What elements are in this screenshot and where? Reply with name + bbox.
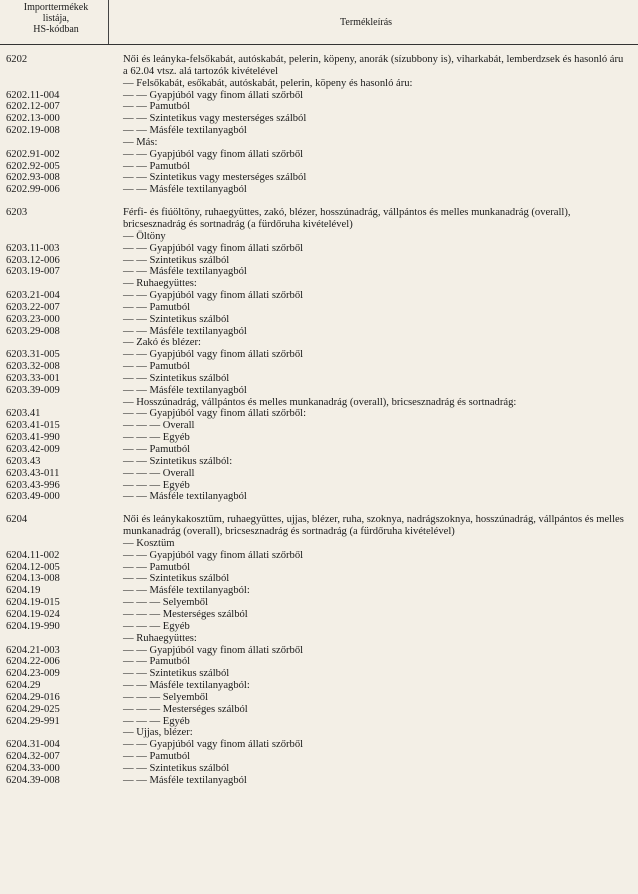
hs-code: 6204.22-006 [6,656,60,668]
hs-code: 6204.29-025 [6,703,60,715]
table-row [0,514,638,538]
table-row [0,207,638,231]
table-row [0,326,638,338]
product-description: — Felsőkabát, esőkabát, autóskabát, pelerin, köpeny és hasonló áru: [123,77,413,89]
table-row [0,125,638,137]
hs-code: 6204.39-008 [6,774,60,786]
table-row [0,161,638,173]
hs-code: 6204.23-009 [6,668,60,680]
hs-code: 6202.93-008 [6,172,60,184]
table-row [0,54,638,78]
product-description: — — — Mesterséges szálból [123,703,248,715]
hs-code [0,278,123,290]
product-description: — — Pamutból [123,361,191,373]
table-row [0,739,638,751]
product-description: — — — Egyéb [123,479,190,491]
table-row [0,751,638,763]
table-row [0,480,638,492]
table-row [0,408,638,420]
hs-code: 6204.19 [6,585,41,597]
product-description: — — Másféle textilanyagból: [123,680,250,692]
table-row [0,704,638,716]
hs-code: 6204.11-002 [6,549,60,561]
hs-code: 6204.31-004 [6,739,60,751]
table-row [0,231,638,243]
hs-code: 6204.19-990 [6,620,60,632]
table-row [0,113,638,125]
product-description: — — Pamutból [123,444,191,455]
table-row [0,538,638,550]
product-description: — — Gyapjúból vagy finom állati szőrből [123,549,304,561]
section-gap [0,196,638,207]
table-row [0,716,638,728]
hs-code: 6202.99-006 [6,184,60,196]
hs-code: 6204.29 [6,680,41,692]
product-description: — — Másféle textilanyagból: [123,585,250,597]
table-row [0,101,638,113]
table-row [0,361,638,373]
hs-code: 6204 [6,514,28,526]
product-description: — — Gyapjúból vagy finom állati szőrből: [123,408,307,420]
product-description: — — Gyapjúból vagy finom állati szőrből [123,290,304,302]
table-row [0,645,638,657]
table-row [0,609,638,621]
product-description: — — Gyapjúból vagy finom állati szőrből [123,349,304,361]
table-row [0,266,638,278]
product-description: — — Gyapjúból vagy finom állati szőrből [123,242,304,254]
product-description: — — — Egyéb [123,715,190,727]
product-description: — Ruhaegyüttes: [123,632,197,644]
product-description: — Ujjas, blézer: [123,727,193,739]
table-row [0,573,638,585]
hs-code: 6204.29-016 [6,691,60,703]
product-description: — — Gyapjúból vagy finom állati szőrből [123,148,304,160]
product-description: — Ruhaegyüttes: [123,278,197,290]
hs-code: 6204.32-007 [6,751,60,763]
hs-code: 6204.19-015 [6,597,60,609]
table-row [0,585,638,597]
product-description: — — Pamutból [123,561,191,573]
hs-code [0,538,123,550]
hs-code [0,137,123,149]
hs-code: 6203.49-000 [6,491,60,503]
table-row [0,314,638,326]
hs-code: 6203.19-007 [6,266,60,278]
product-description: — — Másféle textilanyagból [123,384,247,396]
product-description: — — Pamutból [123,656,191,668]
table-body [0,54,638,787]
hs-code: 6204.19-024 [6,608,60,620]
hs-code: 6203.31-005 [6,349,60,361]
product-description: — — Szintetikus szálból [123,668,230,680]
product-description: — — Pamutból [123,101,191,113]
product-description: — — — Egyéb [123,432,190,444]
table-row [0,278,638,290]
table-row [0,432,638,444]
hs-code: 6203.43-011 [6,467,60,479]
product-description: — Kosztüm [123,537,175,549]
product-description: — Öltöny [123,230,166,242]
hs-code [0,727,123,739]
product-description: — — Szintetikus szálból: [123,455,233,467]
hs-code: 6203.33-001 [6,372,60,384]
table-row [0,149,638,161]
product-description: — Hosszúnadrág, vállpántos és melles munkanadrág (overall), bricsesznadrág és sortnadrág: [123,396,517,408]
hs-code: 6204.21-003 [6,644,60,656]
product-description: — — Szintetikus szálból [123,573,230,585]
table-row [0,90,638,102]
table-row [0,184,638,196]
table-row [0,373,638,385]
hs-code: 6203.41-015 [6,420,60,432]
product-description: — — Másféle textilanyagból [123,325,247,337]
table-row [0,680,638,692]
table-row [0,385,638,397]
hs-code: 6203.43-996 [6,479,60,491]
table-row [0,137,638,149]
hs-code: 6203.21-004 [6,290,60,302]
table-row [0,550,638,562]
hs-code: 6202.11-004 [6,89,60,101]
hs-code: 6203.32-008 [6,361,60,373]
product-description: — — Másféle textilanyagból [123,774,247,786]
table-row [0,656,638,668]
table-row [0,775,638,787]
table-row [0,255,638,267]
hs-code: 6203.23-000 [6,313,60,325]
hs-code: 6203.29-008 [6,325,60,337]
hs-code [0,231,123,243]
table-row [0,727,638,739]
table-row [0,692,638,704]
hs-code: 6204.13-008 [6,573,60,585]
table-row [0,172,638,184]
product-description: — — Másféle textilanyagból [123,266,247,278]
product-description: — Más: [123,136,158,148]
column-divider [108,0,109,44]
product-description: — — Szintetikus szálból [123,372,230,384]
hs-code: 6202.92-005 [6,160,60,172]
product-description: — — — Selyemből [123,691,209,703]
product-description: — — Másféle textilanyagból [123,125,247,137]
product-description: — — Pamutból [123,160,191,172]
table-row [0,337,638,349]
hs-code [0,337,123,349]
hs-code [0,633,123,645]
table-row [0,597,638,609]
hs-code: 6203 [6,207,28,219]
product-description: — — Pamutból [123,751,191,763]
header-description-column: Termékleírás [340,17,393,28]
table-row [0,302,638,314]
hs-code: 6203.42-009 [6,444,60,455]
hs-code: 6202.13-000 [6,113,60,125]
product-description: — — Másféle textilanyagból [123,184,247,196]
product-description: Női és leányka-felsőkabát, autóskabát, pelerin, köpeny, anorák (sízubbony is), viharkabát, lemberdzsek és hasonló áru a 62.04 vtsz. alá tartozók kivételével [123,54,624,77]
hs-code: 6202.12-007 [6,101,60,113]
hs-code: 6203.43 [6,455,41,467]
product-description: Férfi- és fiúöltöny, ruhaegyüttes, zakó, blézer, hosszúnadrág, vállpántos és melles munkanadrág (overall), bricsesznadrág és sortnadrág (a fürdőruha kivételével) [123,207,571,230]
product-description: — — — Mesterséges szálból [123,608,248,620]
table-row [0,491,638,503]
hs-code: 6202 [6,54,28,65]
table-row [0,444,638,456]
table-row [0,668,638,680]
hs-code: 6204.29-991 [6,715,60,727]
table-row [0,468,638,480]
table-row [0,420,638,432]
hs-code: 6203.41-990 [6,432,60,444]
table-row [0,763,638,775]
table-row [0,633,638,645]
product-description: — — — Selyemből [123,597,209,609]
hs-code [0,78,123,90]
product-description: — — Szintetikus szálból [123,254,230,266]
hs-code: 6203.39-009 [6,384,60,396]
table-row [0,562,638,574]
hs-code: 6203.22-007 [6,301,60,313]
table-header [0,0,638,45]
table-row [0,456,638,468]
product-description: — — Gyapjúból vagy finom állati szőrből [123,644,304,656]
hs-code: 6203.11-003 [6,242,60,254]
hs-code: 6204.33-000 [6,762,60,774]
product-description: Női és leánykakosztüm, ruhaegyüttes, ujjas, blézer, ruha, szoknya, nadrágszoknya, hosszúnadrág, vállpántos és melles munkanadrág (overall), bricsesznadrág és sortnadrág (a fürdőruha kivételével) [123,514,624,538]
header-code-column: Importtermékek listája, HS-kódban [23,2,89,35]
hs-code: 6202.19-008 [6,125,60,137]
product-description: — — Pamutból [123,301,191,313]
product-description: — — Szintetikus szálból [123,313,230,325]
product-description: — — Gyapjúból vagy finom állati szőrből [123,739,304,751]
product-description: — — — Overall [123,420,195,432]
hs-code: 6204.12-005 [6,561,60,573]
hs-code: 6203.12-006 [6,254,60,266]
product-description: — — Másféle textilanyagból [123,491,247,503]
product-description: — — Gyapjúból vagy finom állati szőrből [123,89,304,101]
table-row [0,397,638,409]
product-description: — Zakó és blézer: [123,337,201,349]
hs-code [0,397,123,409]
table-row [0,243,638,255]
product-description: — — — Overall [123,467,195,479]
product-description: — — — Egyéb [123,620,190,632]
section-gap [0,503,638,514]
hs-code: 6202.91-002 [6,148,60,160]
table-row [0,78,638,90]
hs-code: 6203.41 [6,408,41,420]
product-description: — — Szintetikus szálból [123,762,230,774]
table-row [0,621,638,633]
product-description: — — Szintetikus vagy mesterséges szálból [123,172,307,184]
table-row [0,349,638,361]
product-description: — — Szintetikus vagy mesterséges szálból [123,113,307,125]
table-row [0,290,638,302]
